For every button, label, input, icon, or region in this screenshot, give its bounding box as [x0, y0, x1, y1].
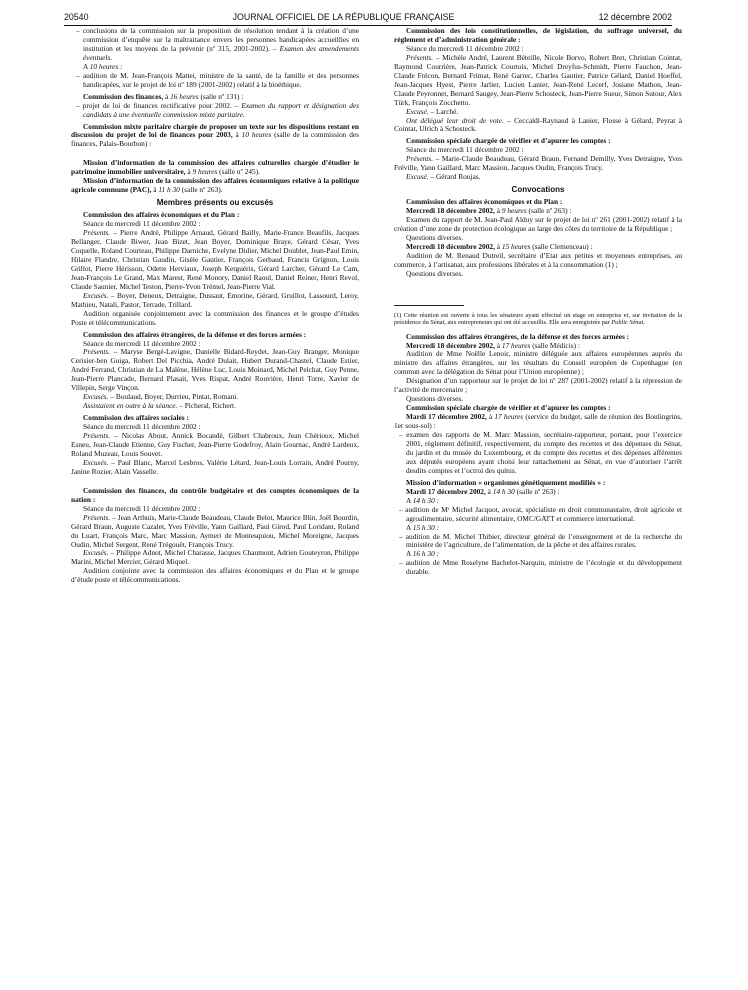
section-title: Membres présents ou excusés [156, 198, 274, 208]
seance-date: Séance du mercredi 11 décembre 2002 : [406, 145, 524, 155]
agenda-item: Examen du rapport de M. Jean-Paul Alduy sur le projet de loi nº 261 (2001-2002) relatif à la création d’une zone de protection écologique au large des côtes du territoire de la République ; [394, 215, 682, 234]
presents-list: Présents. – Marie-Claude Beaudeau, Gérard Braun, Fernand Demilly, Yves Detraigne, Yves Fréville, Yann Gaillard, Marc Massion, Jacques Oudin, François Trucy. [394, 154, 682, 173]
meeting-date: Mardi 17 décembre 2002, à 14 h 30 (salle nº 263) : [406, 486, 560, 496]
excuses-list: Excusés. – Boulaud, Boyer, Durrieu, Pintat, Romani. [83, 392, 239, 402]
issue-date: 12 décembre 2002 [598, 12, 672, 22]
presents-list: Présents. – Pierre André, Philippe Arnaud, Gérard Bailly, Marie-France Beaufils, Jacques Bellanger, Claude Biwer, Jean Bizet, Jean Boyer, Dominique Braye, Gérard César, Yves Coquelle, Roland Courteau, Philippe Darniche, Evelyne Didier, Michel Doublet, Jean-Paul Emin, Hilaire Flandre, Christian Gaudin, Gisèle Gautier, François Gerbaud, Francis Grignon, Louis Grillot, Pierre Hérisson, Odette Herviaux, Joseph Kerguéris, Gérard Larcher, Gérard Le Cam, Jean-François Le Grand, Max Marest, René Monory, Daniel Raoul, Daniel Reiner, Henri Revol, Claude Saunier, Michel Teston, Pierre-Yvon Trémel, Jean-Pierre Vial. [71, 228, 359, 291]
meeting-date: Mardi 17 décembre 2002, à 17 heures (service du budget, salle de réunion des Boulingrins, 1er sous-sol) : [394, 412, 682, 431]
commission-heading: Commission des affaires étrangères, de la défense et des forces armées : [83, 329, 307, 339]
agenda-item: – projet de loi de finances rectificative pour 2002. – Examen du rapport et désignation des candidats à une éventuelle commission mixte paritaire. [76, 100, 360, 119]
journal-title: JOURNAL OFFICIEL DE LA RÉPUBLIQUE FRANÇAISE [232, 12, 455, 22]
meeting-date: Mercredi 18 décembre 2002, à 15 heures (salle Clemenceau) : [406, 241, 593, 251]
seance-date: Séance du mercredi 11 décembre 2002 : [83, 503, 201, 513]
meeting-date: Mercredi 18 décembre 2002, à 17 heures (salle Médicis) : [406, 340, 580, 350]
agenda-item: Audition de M. Renaud Dutreil, secrétaire d’Etat aux petites et moyennes entreprises, au commerce, à l’artisanat, aux professions libérales et à la consommation (1) ; [394, 250, 682, 269]
presents-list: Présents. – Nicolas About, Annick Bocandé, Gilbert Chabroux, Jean Chérioux, Michel Esneu, Jean-Claude Etienne, Guy Fischer, Jean-Pierre Godefroy, Alain Gournac, André Lardeux, Roland Muzeau, Louis Souvet. [71, 431, 359, 458]
commission-heading: Commission des finances, du contrôle budgétaire et des comptes économiques de la nation : [71, 485, 359, 504]
agenda-item: Désignation d’un rapporteur sur le projet de loi nº 287 (2001-2002) relatif à la répression de l’activité de mercenaire ; [394, 376, 682, 395]
agenda-item: Questions diverses. [406, 232, 464, 242]
agenda-time: A 14 h 30 : [406, 495, 440, 505]
commission-heading: Commission spéciale chargée de vérifier et d’apurer les comptes : [406, 403, 611, 413]
agenda-item: – audition de M. Michel Thibier, directeur général de l’enseignement et de la recherche du ministère de l’agriculture, de l’alimentation, de la pêche et des affaires rurales. [399, 531, 682, 550]
presents-list: Présents. – Michèle André, Laurent Béteille, Nicole Borvo, Robert Bret, Christian Cointat, Raymond Courrière, Jean-Patrick Courtois, Michel Dreyfus-Schmidt, Pierre Fauchon, Jean-Claude Frécon, Bernard Frimat, René Garrec, Charles Gautier, Patrice Gélard, Daniel Hoeffel, Jean-Jacques Hyest, Pierre Jarlier, Lucien Lanier, Jean-René Lecerf, Josiane Mathon, Jean-Claude Peyronnet, Bernard Saugey, Jean-Pierre Schosteck, Jean-Pierre Sueur, Simon Sutour, Alex Türk, François Zocchetto. [394, 52, 682, 107]
page-number: 20540 [64, 12, 89, 22]
audition-note: Audition conjointe avec la commission des affaires économiques et du Plan et le groupe d’étude poste et télécommunications. [71, 566, 359, 585]
excuses-list: Excusés. – Boyer, Deneux, Detraigne, Dussaut, Emorine, Gérard, Gruillot, Lassourd, Leroy, Mathieu, Natali, Pastor, Terrade, Trillard. [71, 290, 359, 309]
seance-date: Séance du mercredi 11 décembre 2002 : [83, 338, 201, 348]
commission-heading: Commission des affaires étrangères, de la défense et des forces armées : [406, 331, 630, 341]
commission-finances-heading: Commission des finances, à 16 heures (salle nº 131) : [83, 91, 244, 101]
agenda-item: – audition de Mᵉ Michel Jacquot, avocat, spécialiste en droit communautaire, droit agricole et agroalimentaire, sécurité alimentaire, OMC/GATT et commerce international. [399, 504, 682, 523]
seance-date: Séance du mercredi 11 décembre 2002 : [83, 422, 201, 432]
commission-heading: Commission des affaires économiques et du Plan : [406, 197, 563, 207]
commission-heading: Commission des affaires économiques et du Plan : [83, 210, 240, 220]
agenda-item: – examen des rapports de M. Marc Massion, secrétaire-rapporteur, portant, pour l’exercice 2001, règlement définitif, respectivement, du compte des recettes et des dépenses du Sénat, du jardin et du musée du Luxembourg, et du compte des recettes et des dépenses afférentes aux députés européens ayant choisi leur rattachement au Sénat, en vue d’autoriser l’arrêt desdits comptes et l’octroi des quitus. [399, 430, 682, 475]
excuses-list: Excusé. – Gérard Roujas. [406, 172, 481, 182]
excuses-list: Excusé. – Larché. [406, 106, 459, 116]
assistaient-list: Assistaient en outre à la séance. – Picheral, Richert. [83, 401, 236, 411]
agenda-item: – audition de Mme Roselyne Bachelot-Narquin, ministre de l’écologie et du développement durable. [399, 558, 682, 577]
agenda-item: Audition de Mme Noëlle Lenoir, ministre déléguée aux affaires européennes auprès du ministre des affaires étrangères, sur les résultats du Conseil européen de Copenhague (en commun avec la délégation du Sénat pour l’Union européenne) ; [394, 349, 682, 377]
cmp-heading: Commission mixte paritaire chargée de proposer un texte sur les dispositions restant en discussion du projet de loi de finances pour 2003, à 10 heures (salle de la commission des finances, Palais-Bourbon) : [71, 121, 359, 149]
presents-list: Présents. – Maryse Bergé-Lavigne, Danielle Bidard-Reydet, Jean-Guy Branger, Monique Cerisier-ben Guiga, Robert Del Picchia, André Dulait, Hubert Durand-Chastel, Claude Estier, André Ferrand, Christian de La Malène, Hélène Luc, Louis Moinard, Michel Pelchat, Guy Penne, Jean-Pierre Plancade, Bernard Plasait, Yves Rispat, André Rouvière, Henri Torre, Xavier de Villepin, Serge Vinçon. [71, 347, 359, 393]
audition-note: Audition organisée conjointement avec la commission des finances et le groupe d’études Poste et télécommunications. [71, 308, 359, 327]
mission-pac-heading: Mission d’information de la commission des affaires économiques relative à la politique agricole commune (PAC), à 11 h 30 (salle nº 263). [71, 176, 359, 195]
meeting-date: Mercredi 18 décembre 2002, à 9 heures (salle nº 263) : [406, 206, 572, 216]
excuses-list: Excusés. – Philippe Adnot, Michel Charasse, Jacques Chaumont, Adrien Gouteyron, Philippe Marini, Michel Mercier, Gérard Miquel. [71, 548, 359, 567]
commission-heading: Commission spéciale chargée de vérifier et d’apurer les comptes : [406, 136, 611, 146]
commission-heading: Commission des lois constitutionnelles, de législation, du suffrage universel, du règlement et d’administration générale : [394, 26, 682, 44]
excuses-list: Excusés. – Paul Blanc, Marcel Lesbros, Valérie Létard, Jean-Louis Lorrain, André Pourny, Janine Rozier, Alain Vasselle. [71, 457, 359, 476]
seance-date: Séance du mercredi 11 décembre 2002 : [406, 43, 524, 53]
commission-heading: Mission d’information « organismes génétiquement modifiés » : [406, 477, 606, 487]
footnote-rule [394, 305, 464, 306]
agenda-time: A 15 h 30 : [406, 522, 440, 532]
footnote: (1) Cette réunion est ouverte à tous les sénateurs ayant effectué un stage en entreprise et, sur invitation de la présidence du Sénat, aux entrepreneurs qui ont été accueillis. Elle sera enregistrée par Public Sénat. [394, 311, 682, 327]
seance-date: Séance du mercredi 11 décembre 2002 : [83, 219, 201, 229]
right-column [394, 27, 682, 577]
presents-list: Présents. – Jean Arthuis, Marie-Claude Beaudeau, Claude Belot, Maurice Blin, Joël Bourdin, Gérard Braun, Auguste Cazalet, Yves Fréville, Yann Gaillard, Paul Girod, Paul Loridant, Roland du Luart, François Marc, Marc Massion, Aymeri de Montesquiou, Michel Moreigne, Jacques Oudin, Michel Sergent, René Trégouët, François Trucy. [71, 512, 359, 549]
agenda-item: Questions diverses. [406, 394, 464, 404]
left-column [71, 27, 359, 585]
agenda-item: – audition de M. Jean-François Mattei, ministre de la santé, de la famille et des personnes handicapées, sur le projet de loi nº 189 (2001-2002) relatif à la bioéthique. [76, 70, 359, 89]
agenda-item: – conclusions de la commission sur la proposition de résolution tendant à la création d’une commission d’enquête sur la maltraitance envers les personnes handicapées accueillies en institution et les moyens de la prévenir (nº 315, 2001-2002). – Examen des amendements éventuels. [76, 26, 359, 62]
agenda-item: Questions diverses. [406, 268, 464, 278]
convocations-title: Convocations [511, 185, 565, 195]
delegation-list: Ont délégué leur droit de vote. – Ceccaldi-Raynaud à Lanier, Flosse à Gélard, Peyrat à Cointat, Ulrich à Schosteck. [394, 115, 682, 134]
mission-culturelle-heading: Mission d’information de la commission des affaires culturelles chargée d’étudier le patrimoine immobilier universitaire, à 9 heures (salle nº 245). [71, 158, 359, 177]
page-header [64, 8, 672, 26]
agenda-time: A 16 h 30 : [406, 549, 440, 559]
commission-heading: Commission des affaires sociales : [83, 413, 189, 423]
agenda-time: A 10 heures : [83, 61, 123, 71]
